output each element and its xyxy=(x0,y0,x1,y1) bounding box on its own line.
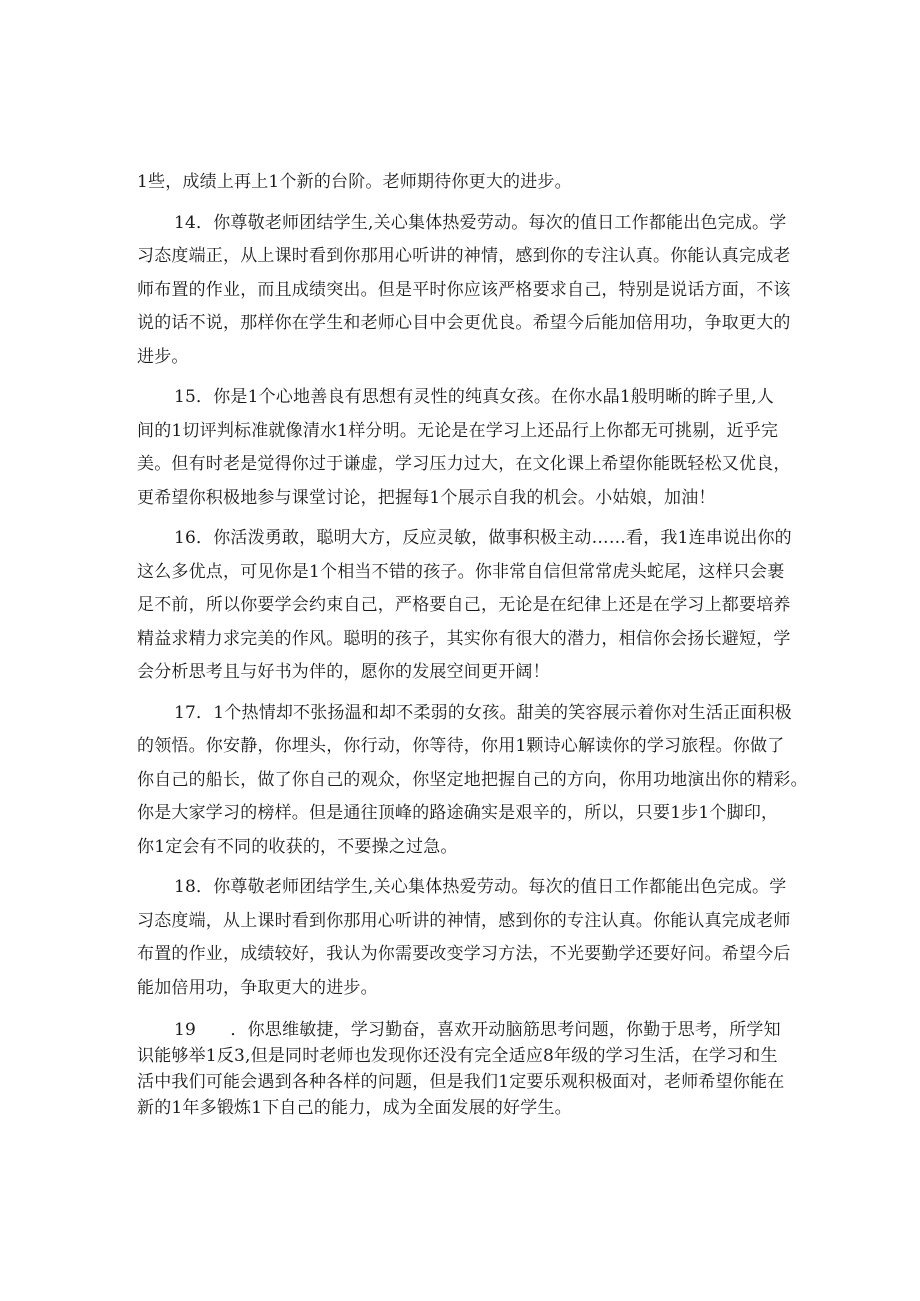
text-line: 布置的作业，成绩较好，我认为你需要改变学习方法，不光要勤学还要好问。希望今后 xyxy=(137,944,791,964)
text-line: 习态度端正，从上课时看到你那用心听讲的神情，感到你的专注认真。你能认真完成老 xyxy=(137,246,791,266)
text-line: 会分析思考且与好书为伴的，愿你的发展空间更开阔！ xyxy=(137,662,550,682)
text-line: 你是大家学习的榜样。但是通往顶峰的路途确实是艰辛的，所以，只要1步1个脚印， xyxy=(137,803,779,823)
text-line: 师布置的作业，而且成绩突出。但是平时你应该严格要求自己，特别是说话方面，不该 xyxy=(137,279,791,300)
text-line: 习态度端，从上课时看到你那用心听讲的神情，感到你的专注认真。你能认真完成老师 xyxy=(137,910,791,931)
text-line: 的领悟。你安静，你埋头，你行动，你等待，你用1颗诗心解读你的学习旅程。你做了 xyxy=(137,736,785,756)
text-line: 精益求精力求完美的作风。聪明的孩子，其实你有很大的潜力，相信你会扬长避短，学 xyxy=(137,628,791,649)
text-line: 15．你是1个心地善良有思想有灵性的纯真女孩。在你水晶1般明晰的眸子里,人 xyxy=(174,387,775,407)
text-line: 18．你尊敬老师团结学生,关心集体热爱劳动。每次的值日工作都能出色完成。学 xyxy=(174,877,787,897)
text-line: 这么多优点，可见你是1个相当不错的孩子。你非常自信但常常虎头蛇尾，这样只会裹 xyxy=(137,561,785,582)
text-line: 能加倍用功，争取更大的进步。 xyxy=(137,977,378,998)
text-line: 足不前，所以你要学会约束自己，严格要自己，无论是在纪律上还是在学习上都要培养 xyxy=(137,595,791,615)
text-line: 14．你尊敬老师团结学生,关心集体热爱劳动。每次的值日工作都能出色完成。学 xyxy=(174,212,787,233)
text-line: 更希望你积极地参与课堂讨论，把握每1个展示自我的机会。小姑娘，加油！ xyxy=(137,487,716,508)
paragraph-15 xyxy=(137,381,791,515)
document-page xyxy=(137,166,808,1121)
text-line: 活中我们可能会遇到各种各样的问题，但是我们1定要乐观积极面对，老师希望你能在 xyxy=(137,1072,785,1092)
text-line: 新的1年多锻炼1下自己的能力，成为全面发展的好学生。 xyxy=(137,1098,572,1118)
text-line: 1些，成绩上再上1个新的台阶。老师期待你更大的进步。 xyxy=(137,172,572,192)
text-line: 你1定会有不同的收获的，不要操之过急。 xyxy=(137,836,458,857)
text-line: 19 ．你思维敏捷，学习勤奋，喜欢开动脑筋思考问题，你勤于思考，所学知 xyxy=(174,1020,781,1040)
text-line: 进步。 xyxy=(137,346,189,367)
text-line: 美。但有时老是觉得你过于谦虚，学习压力过大，在文化课上希望你能既轻松又优良， xyxy=(137,454,791,474)
paragraph-19 xyxy=(137,1017,787,1121)
paragraph-14 xyxy=(137,207,791,375)
text-line: 你自己的船长，做了你自己的观众，你坚定地把握自己的方向，你用功地演出你的精彩。 xyxy=(137,769,808,790)
text-line: 识能够举1反3,但是同时老师也发现你还没有完全适应8年级的学习生活，在学习和生 xyxy=(137,1046,778,1066)
paragraph-17 xyxy=(137,697,808,865)
text-line: 间的1切评判标准就像清水1样分明。无论是在学习上还品行上你都无可挑剔，近乎完 xyxy=(137,420,779,441)
paragraph-16 xyxy=(137,522,792,690)
text-line: 16．你活泼勇敢，聪明大方，反应灵敏，做事积极主动……看，我1连串说出你的 xyxy=(174,528,792,548)
text-line: 17．1个热情却不张扬温和却不柔弱的女孩。甜美的笑容展示着你对生活正面积极 xyxy=(174,702,792,723)
text-line: 说的话不说，那样你在学生和老师心目中会更优良。希望今后能加倍用功，争取更大的 xyxy=(137,313,791,333)
paragraph-18 xyxy=(137,871,791,1005)
paragraph-13-tail xyxy=(137,166,787,200)
